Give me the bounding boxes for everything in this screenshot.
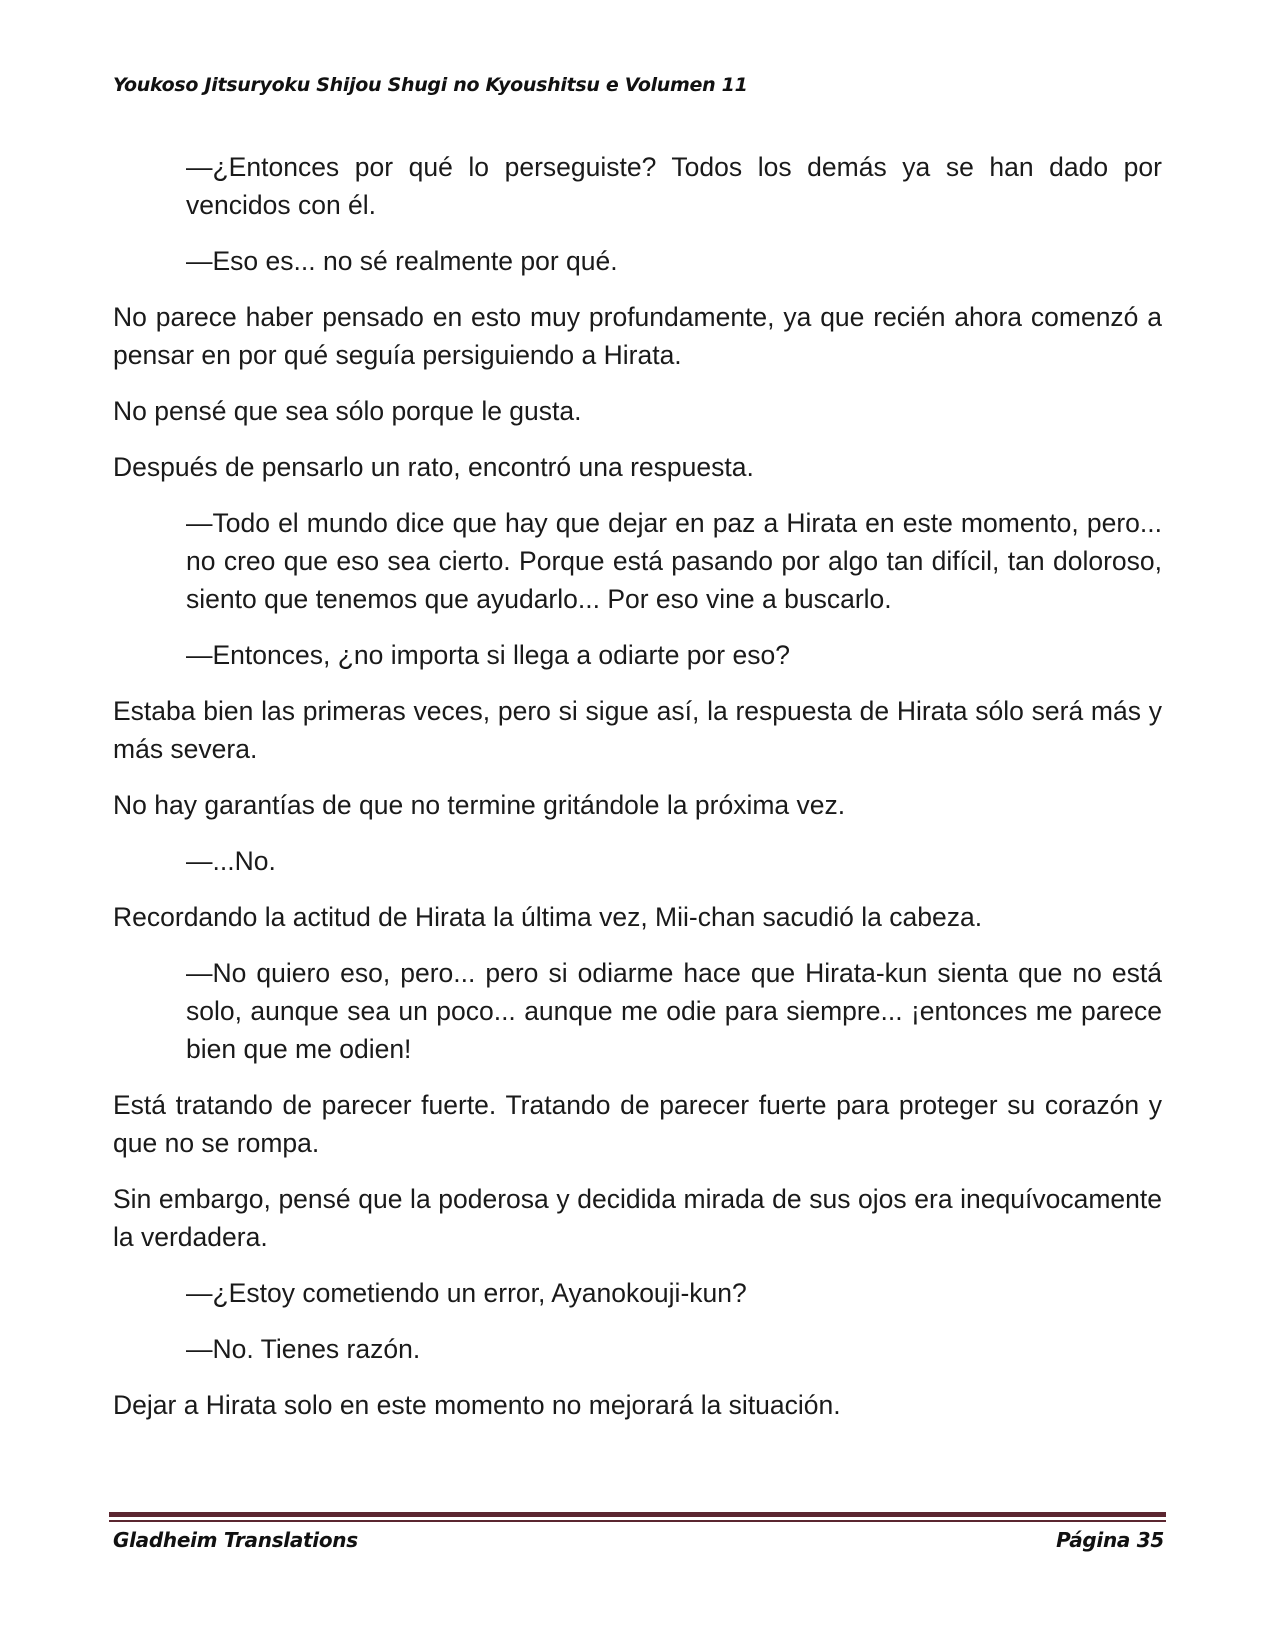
paragraph-narration: Después de pensarlo un rato, encontró una respuesta. [113, 452, 754, 482]
footer-divider-thin [109, 1520, 1166, 1522]
page-body [113, 148, 1162, 1442]
page-header-title: Youkoso Jitsuryoku Shijou Shugi no Kyoushitsu e Volumen 11 [113, 74, 748, 96]
paragraph-narration: Estaba bien las primeras veces, pero si sigue así, la respuesta de Hirata sólo será más y más severa. [113, 696, 1162, 764]
page-number: Página 35 [1056, 1528, 1164, 1552]
paragraph-dialogue: —...No. [186, 846, 276, 876]
footer-credit: Gladheim Translations [113, 1528, 358, 1552]
paragraph-narration: No hay garantías de que no termine gritándole la próxima vez. [113, 790, 846, 820]
paragraph-dialogue: —Entonces, ¿no importa si llega a odiarte por eso? [186, 640, 790, 670]
paragraph-dialogue: —No quiero eso, pero... pero si odiarme hace que Hirata-kun sienta que no está solo, aunque sea un poco... aunque me odie para siempre... ¡entonces me parece bien que me odien! [186, 958, 1162, 1064]
paragraph-dialogue: —¿Entonces por qué lo perseguiste? Todos los demás ya se han dado por vencidos con él. [186, 152, 1162, 220]
footer-divider-thick [109, 1512, 1166, 1517]
paragraph-dialogue: —¿Estoy cometiendo un error, Ayanokouji-kun? [186, 1278, 747, 1308]
paragraph-dialogue: —Todo el mundo dice que hay que dejar en paz a Hirata en este momento, pero... no creo que eso sea cierto. Porque está pasando por algo tan difícil, tan doloroso, siento que tenemos que ayudarlo... Por eso vine a buscarlo. [186, 508, 1162, 614]
paragraph-narration: Dejar a Hirata solo en este momento no mejorará la situación. [113, 1390, 841, 1420]
paragraph-narration: Sin embargo, pensé que la poderosa y decidida mirada de sus ojos era inequívocamente la verdadera. [113, 1184, 1162, 1252]
paragraph-narration: No parece haber pensado en esto muy profundamente, ya que recién ahora comenzó a pensar en por qué seguía persiguiendo a Hirata. [113, 302, 1162, 370]
paragraph-dialogue: —Eso es... no sé realmente por qué. [186, 246, 618, 276]
paragraph-narration: No pensé que sea sólo porque le gusta. [113, 396, 582, 426]
paragraph-dialogue: —No. Tienes razón. [186, 1334, 421, 1364]
paragraph-narration: Está tratando de parecer fuerte. Tratando de parecer fuerte para proteger su corazón y que no se rompa. [113, 1090, 1162, 1158]
paragraph-narration: Recordando la actitud de Hirata la última vez, Mii-chan sacudió la cabeza. [113, 902, 983, 932]
